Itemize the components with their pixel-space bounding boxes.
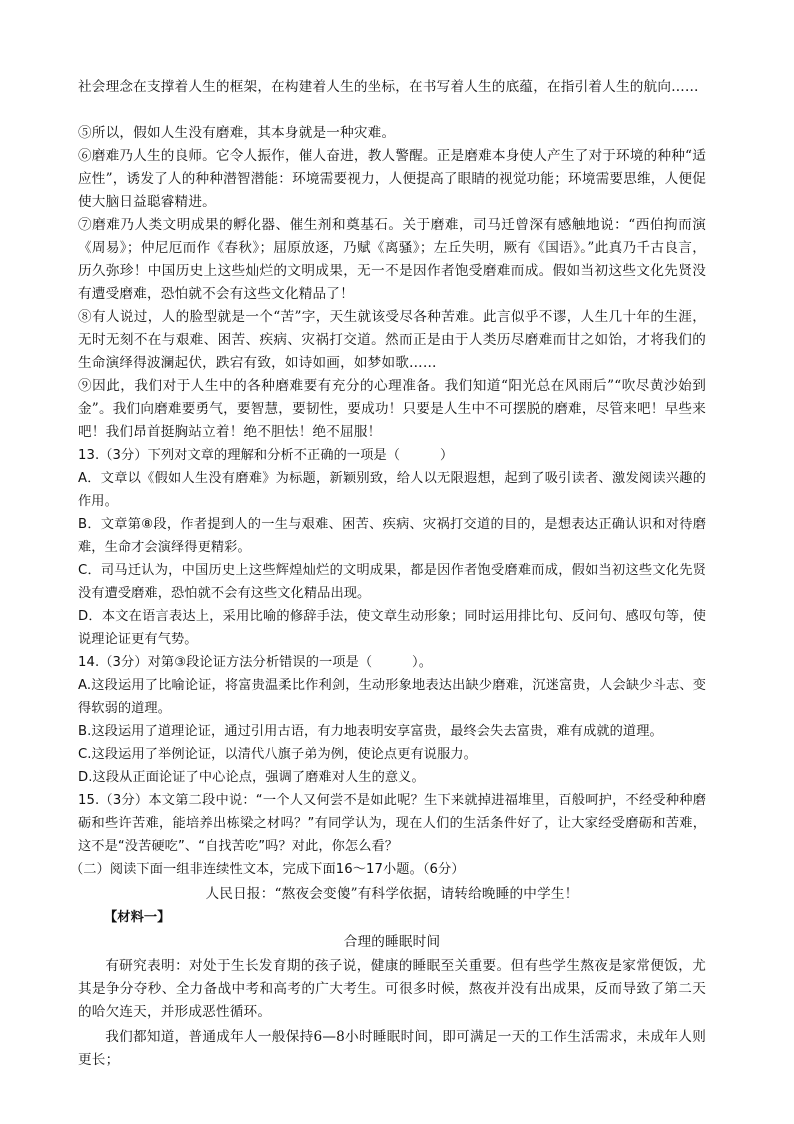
question-13-option-b: B．文章第⑧段，作者提到人的一生与艰难、困苦、疾病、灾祸打交道的目的，是想表达正确认识和对待磨难，生命才会演绎得更精彩。 <box>78 517 706 555</box>
question-14-stem: 14.（3分）对第③段论证方法分析错误的一项是（ ）。 <box>78 655 432 670</box>
material-subtitle: 合理的睡眠时间 <box>343 934 441 950</box>
passage-paragraph-6: ⑥磨难乃人生的良师。它令人振作，催人奋进，教人警醒。正是磨难本身使人产生了对于环境的种种“适应性”，诱发了人的种种潜智潜能：环境需要视力，人便提高了眼睛的视觉功能；环境需要思维，人便促使大脑日益聪睿精进。 <box>78 148 706 210</box>
question-13-option-d: D．本文在语言表达上，采用比喻的修辞手法，使文章生动形象；同时运用排比句、反问句、感叹句等，使说理论证更有气势。 <box>78 609 706 647</box>
article-title: 人民日报：“熬夜会变傻”有科学依据，请转给晚睡的中学生！ <box>205 886 579 902</box>
section-2-heading: （二）阅读下面一组非连续性文本，完成下面16～17小题。（6分） <box>70 862 465 877</box>
question-13-option-c: C．司马迁认为，中国历史上这些辉煌灿烂的文明成果，都是因作者饱受磨难而成，假如当初这些文化先贤没有遭受磨难，恐怕就不会有这些文化精品出现。 <box>78 563 706 601</box>
passage-paragraph-4-tail: 社会理念在支撑着人生的框架，在构建着人生的坐标，在书写着人生的底蕴，在指引着人生的航向…… <box>78 79 699 95</box>
question-14-option-b: B.这段运用了道理论证，通过引用古语，有力地表明安享富贵，最终会失去富贵，难有成就的道理。 <box>78 724 663 739</box>
question-14-option-a: A.这段运用了比喻论证，将富贵温柔比作利剑，生动形象地表达出缺少磨难，沉迷富贵，人会缺少斗志、变得软弱的道理。 <box>78 678 706 716</box>
question-13-stem: 13.（3分）下列对文章的理解和分析不正确的一项是（ ） <box>78 448 454 463</box>
question-15: 15.（3分）本文第二段中说：“一个人又何尝不是如此呢？生下来就掉进福堆里，百般呵护，不经受种种磨砺和些许苦难，能培养出栋梁之材吗？”有同学认为，现在人们的生活条件好了，让大家经受磨砺和苦难，这不是“没苦硬吃”、“自找苦吃”吗？对此，你怎么看？ <box>78 793 706 854</box>
question-13-option-a: A．文章以《假如人生没有磨难》为标题，新颖别致，给人以无限遐想，起到了吸引读者、激发阅读兴趣的作用。 <box>78 471 706 509</box>
passage-paragraph-8: ⑧有人说过，人的脸型就是一个“苦”字，天生就该受尽各种苦难。此言似乎不谬，人生几十年的生涯，无时无刻不在与艰难、困苦、疾病、灾祸打交道。然而正是由于人类历尽磨难而甘之如饴，才将我们的生命演绎得波澜起伏，跌宕有致，如诗如画，如梦如歌…… <box>78 309 706 371</box>
passage-paragraph-5: ⑤所以，假如人生没有磨难，其本身就是一种灾难。 <box>78 125 396 141</box>
question-14-option-d: D.这段从正面论证了中心论点，强调了磨难对人生的意义。 <box>78 770 425 785</box>
material-paragraph-2: 我们都知道，普通成年人一般保持6—8小时睡眠时间，即可满足一天的工作生活需求，未成年人则更长； <box>78 1029 706 1068</box>
question-14-option-c: C.这段运用了举例论证，以清代八旗子弟为例，使论点更有说服力。 <box>78 747 477 762</box>
material-paragraph-1: 有研究表明：对处于生长发育期的孩子说，健康的睡眠至关重要。但有些学生熬夜是家常便饭，尤其是争分夺秒、全力备战中考和高考的广大考生。可很多时候，熬夜并没有出成果，反而导致了第二天的哈欠连天，并形成恶性循环。 <box>78 958 706 1020</box>
material-one-label: 【材料一】 <box>104 910 171 925</box>
passage-paragraph-7: ⑦磨难乃人类文明成果的孵化器、催生剂和奠基石。关于磨难，司马迁曾深有感触地说：“西伯拘而演《周易》；仲尼厄而作《春秋》；屈原放逐，乃赋《离骚》；左丘失明，厥有《国语》。”此真乃千古良言，历久弥珍！中国历史上这些灿烂的文明成果，无一不是因作者饱受磨难而成。假如当初这些文化先贤没有遭受磨难，恐怕就不会有这些文化精品了！ <box>78 217 706 302</box>
passage-paragraph-9: ⑨因此，我们对于人生中的各种磨难要有充分的心理准备。我们知道“阳光总在风雨后”“吹尽黄沙始到金”。我们向磨难要勇气，要智慧，要韧性，要成功！只要是人生中不可摆脱的磨难，尽管来吧！早些来吧！我们昂首挺胸站立着！绝不胆怯！绝不屈服！ <box>78 378 706 440</box>
